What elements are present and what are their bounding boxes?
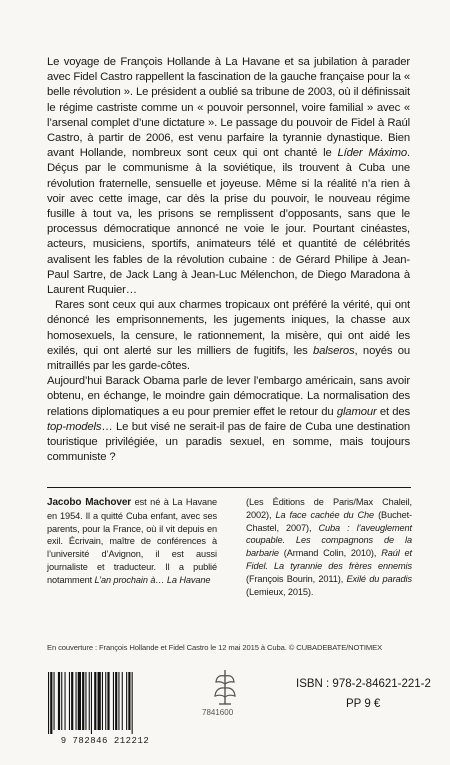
publisher-code: 7841600	[202, 708, 234, 717]
price-label: PP 9 €	[346, 698, 381, 710]
barcode-icon	[40, 668, 170, 748]
barcode-bar	[65, 672, 66, 730]
barcode-bar	[94, 672, 96, 730]
barcode-bar	[102, 672, 103, 730]
isbn-number: ISBN : 978-2-84621-221-2	[296, 678, 431, 690]
cover-photo-credit: En couverture : François Hollande et Fidel Castro le 12 mai 2015 à Cuba. © CUBADEBATE/NOTIMEX	[47, 643, 383, 652]
author-bibliography-text: (Les Éditions de Paris/Max Chaleil, 2002), La face cachée du Che (Buchet-Chastel, 2007), Cuba : l’aveuglement coupable. Les compagnons de la barbarie (Armand Colin, 2010), Raúl et Fidel. La tyrannie des frères ennemis (François Bourin, 2011), Exilé du paradis (Lemieux, 2015).	[246, 497, 413, 597]
divider-line	[47, 487, 411, 488]
blurb-paragraph-1: Le voyage de François Hollande à La Havane et sa jubilation à parader avec Fidel Castro rappellent la fascination de la gauche française pour la « belle révolution ». Le président a oublié sa tribune de 2003, où il définissait le régime castriste comme un « pouvoir personnel, voire familial » avec « l’arsenal complet d’une dictature ». Le passage du pouvoir de Fidel à Raúl Castro, à partir de 2006, est venu parfaire la tyrannie dynastique. Bien avant Hollande, nombreux sont ceux qui ont chanté le Líder Máximo. Déçus par le communisme à la soviétique, ils trouvent à Cuba une révolution fraternelle, sensuelle et joyeuse. Même si la réalité n’a rien à voir avec cette image, car dès la prise du pouvoir, le nouveau régime fusille à tout va, les prisons se remplissent d’opposants, sans que le processus démocratique annoncé ne voie le jour. Pourtant cinéastes, acteurs, musiciens, sportifs, animateurs télé et quantité de célébrités avalisent les fables de la révolution cubaine : de Gérard Philipe à Jean-Paul Sartre, de Jack Lang à Jean-Luc Mélenchon, de Diego Maradona à Laurent Ruquier…	[47, 56, 410, 297]
barcode-bar	[69, 672, 70, 730]
barcode-bar	[78, 672, 81, 730]
publisher-logo-icon	[212, 668, 238, 708]
barcode-bar	[82, 672, 84, 730]
barcode-bar	[113, 672, 114, 730]
barcode-bar	[54, 672, 55, 730]
barcode-bar	[115, 672, 117, 730]
author-bio-text: Jacobo Machover est né à La Havane en 1954. Il a quitté Cuba enfant, avec ses parents, pour la France, où il vit depuis en exil. Écrivain, maître de conférences à l’université d’Avignon, il est aussi journaliste et traducteur. Il a publié notamment L’an prochain à… La Havane	[47, 497, 217, 585]
blurb-paragraph-2: Rares sont ceux qui aux charmes tropicaux ont préféré la vérité, qui ont dénoncé les emprisonnements, les jugements iniques, la chasse aux homosexuels, la censure, le rationnement, la misère, qui ont aidé les exilés, qui ont alerté sur les milliers de fugitifs, les balseros, noyés ou mitraillés par les garde-côtes.	[47, 299, 410, 373]
barcode-bar	[128, 672, 130, 730]
barcode-digits: 9 782846 212212	[60, 736, 150, 746]
barcode-bar	[91, 672, 92, 734]
barcode-bar	[76, 672, 77, 730]
barcode-bar	[50, 672, 52, 734]
barcode-bar	[132, 672, 133, 734]
barcode-bar	[122, 672, 123, 730]
barcode-bar	[61, 672, 62, 730]
barcode-bar	[71, 672, 73, 730]
barcode-bar	[85, 672, 86, 730]
barcode-bar	[118, 672, 119, 730]
barcode-bar	[126, 672, 127, 730]
back-cover-blurb	[47, 55, 410, 465]
barcode-bar	[48, 672, 49, 734]
barcode-bar	[105, 672, 106, 730]
author-bio-left	[47, 496, 217, 587]
blurb-paragraph-3: Aujourd’hui Barack Obama parle de lever l’embargo américain, sans avoir obtenu, en échange, le moindre gain démocratique. La normalisation des relations diplomatiques a eu pour premier effet le retour du glamour et des top-models… Le but visé ne serait-il pas de faire de Cuba une destination touristique privilégiée, un paradis sexuel, en somme, mais toujours communiste ?	[47, 375, 410, 464]
author-bio-right	[246, 496, 412, 598]
barcode-bar	[89, 672, 90, 730]
barcode-bar	[98, 672, 101, 730]
barcode-bar	[58, 672, 60, 730]
barcode-bar	[107, 672, 109, 730]
